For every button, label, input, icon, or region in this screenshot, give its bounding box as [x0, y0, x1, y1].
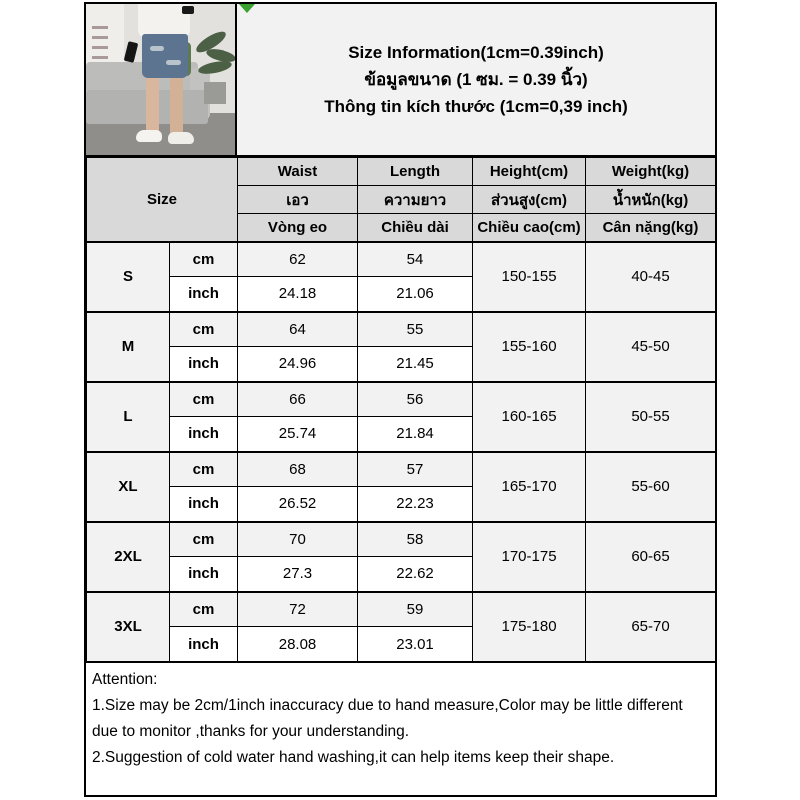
col-header-length-vi: Chiều dài	[358, 214, 473, 242]
waist-cm-value: 68	[238, 452, 358, 487]
waist-inch-value: 25.74	[238, 417, 358, 452]
photo-denim-shorts	[142, 34, 188, 78]
length-cm-value: 54	[358, 242, 473, 277]
waist-cm-value: 62	[238, 242, 358, 277]
table-row	[87, 312, 716, 347]
unit-inch-label: inch	[170, 627, 238, 662]
top-row	[86, 4, 715, 157]
length-cm-value: 57	[358, 452, 473, 487]
unit-inch-label: inch	[170, 277, 238, 312]
length-inch-value: 21.45	[358, 347, 473, 382]
col-header-height: Height(cm)	[473, 158, 586, 186]
length-inch-value: 22.62	[358, 557, 473, 592]
waist-inch-value: 24.96	[238, 347, 358, 382]
weight-range-value: 40-45	[586, 242, 716, 312]
waist-cm-value: 64	[238, 312, 358, 347]
height-range-value: 175-180	[473, 592, 586, 662]
unit-cm-label: cm	[170, 312, 238, 347]
col-header-weight: Weight(kg)	[586, 158, 716, 186]
size-label: 3XL	[87, 592, 170, 662]
size-table	[86, 157, 716, 662]
height-range-value: 170-175	[473, 522, 586, 592]
length-inch-value: 23.01	[358, 627, 473, 662]
photo-sneaker	[168, 132, 194, 144]
photo-plant-pot	[204, 82, 226, 104]
table-row	[87, 382, 716, 417]
header-row-en	[87, 158, 716, 186]
length-cm-value: 59	[358, 592, 473, 627]
col-header-height-th: ส่วนสูง(cm)	[473, 186, 586, 214]
size-column-header: Size	[87, 158, 238, 242]
unit-inch-label: inch	[170, 487, 238, 522]
photo-leg	[146, 78, 159, 132]
green-corner-marker-icon	[239, 4, 255, 13]
height-range-value: 150-155	[473, 242, 586, 312]
size-label: S	[87, 242, 170, 312]
size-label: M	[87, 312, 170, 382]
title-thai: ข้อมูลขนาด (1 ซม. = 0.39 นิ้ว)	[364, 69, 588, 89]
unit-cm-label: cm	[170, 592, 238, 627]
table-row	[87, 452, 716, 487]
size-label: 2XL	[87, 522, 170, 592]
length-cm-value: 56	[358, 382, 473, 417]
weight-range-value: 50-55	[586, 382, 716, 452]
size-label: L	[87, 382, 170, 452]
col-header-height-vi: Chiều cao(cm)	[473, 214, 586, 242]
title-cell	[237, 4, 715, 155]
col-header-weight-vi: Cân nặng(kg)	[586, 214, 716, 242]
product-photo	[86, 4, 237, 155]
height-range-value: 155-160	[473, 312, 586, 382]
attention-line-1: 1.Size may be 2cm/1inch inaccuracy due to hand measure,Color may be little different due to monitor ,thanks for your understanding.	[92, 697, 683, 740]
title-english: Size Information(1cm=0.39inch)	[348, 42, 604, 62]
table-row	[87, 522, 716, 557]
waist-inch-value: 27.3	[238, 557, 358, 592]
height-range-value: 165-170	[473, 452, 586, 522]
waist-cm-value: 72	[238, 592, 358, 627]
col-header-length-th: ความยาว	[358, 186, 473, 214]
height-range-value: 160-165	[473, 382, 586, 452]
weight-range-value: 60-65	[586, 522, 716, 592]
photo-shorts-rip	[150, 46, 164, 51]
size-label: XL	[87, 452, 170, 522]
length-cm-value: 55	[358, 312, 473, 347]
col-header-waist: Waist	[238, 158, 358, 186]
weight-range-value: 45-50	[586, 312, 716, 382]
unit-cm-label: cm	[170, 452, 238, 487]
attention-notes	[86, 662, 715, 795]
col-header-length: Length	[358, 158, 473, 186]
unit-cm-label: cm	[170, 382, 238, 417]
attention-line-2: 2.Suggestion of cold water hand washing,it can help items keep their shape.	[92, 749, 615, 766]
photo-sneaker	[136, 130, 162, 142]
table-row	[87, 242, 716, 277]
size-chart-sheet	[84, 2, 717, 797]
unit-inch-label: inch	[170, 557, 238, 592]
waist-inch-value: 24.18	[238, 277, 358, 312]
attention-heading: Attention:	[92, 671, 158, 688]
col-header-waist-vi: Vòng eo	[238, 214, 358, 242]
waist-cm-value: 70	[238, 522, 358, 557]
weight-range-value: 55-60	[586, 452, 716, 522]
length-inch-value: 21.06	[358, 277, 473, 312]
col-header-waist-th: เอว	[238, 186, 358, 214]
unit-inch-label: inch	[170, 417, 238, 452]
col-header-weight-th: น้ำหนัก(kg)	[586, 186, 716, 214]
photo-plant-leaf	[197, 60, 232, 76]
length-inch-value: 21.84	[358, 417, 473, 452]
waist-cm-value: 66	[238, 382, 358, 417]
weight-range-value: 65-70	[586, 592, 716, 662]
photo-phone	[124, 41, 139, 63]
waist-inch-value: 26.52	[238, 487, 358, 522]
photo-leg	[170, 78, 183, 134]
photo-watch	[182, 6, 194, 14]
photo-shorts-rip	[166, 60, 181, 65]
unit-cm-label: cm	[170, 522, 238, 557]
table-row	[87, 592, 716, 627]
waist-inch-value: 28.08	[238, 627, 358, 662]
title-vietnamese: Thông tin kích thước (1cm=0,39 inch)	[324, 96, 628, 116]
unit-cm-label: cm	[170, 242, 238, 277]
length-cm-value: 58	[358, 522, 473, 557]
length-inch-value: 22.23	[358, 487, 473, 522]
unit-inch-label: inch	[170, 347, 238, 382]
